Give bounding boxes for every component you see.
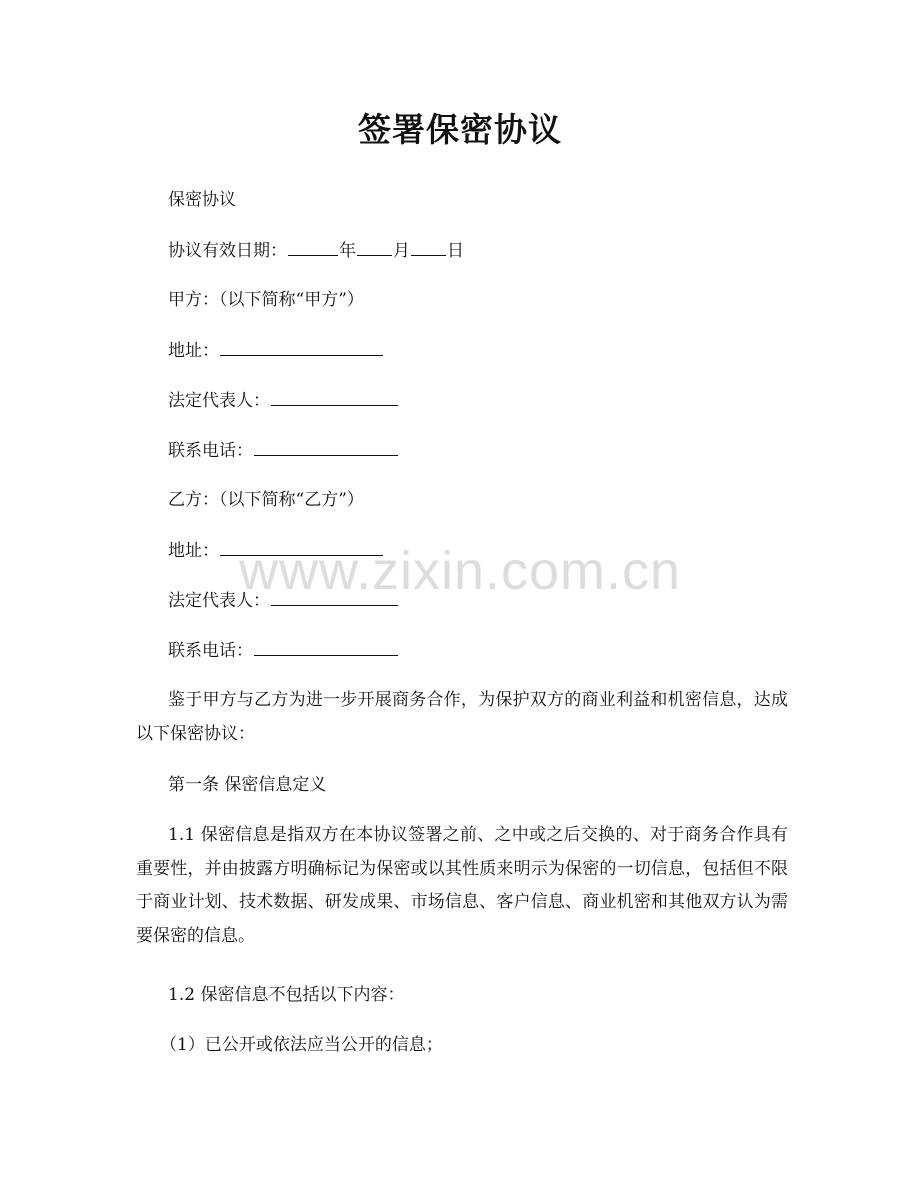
party-b-legal-rep-blank — [271, 588, 398, 606]
party-b-legal-rep-line — [168, 588, 399, 613]
party-b-legal-rep-label: 法定代表人： — [168, 591, 270, 611]
day-blank — [411, 238, 446, 256]
effective-date-line — [168, 238, 464, 263]
clause-1-2: 1.2 保密信息不包括以下内容： — [168, 985, 405, 1005]
exclusion-item-1: （1）已公开或依法应当公开的信息； — [160, 1035, 443, 1055]
watermark: www.zixin.com.cn — [238, 541, 682, 601]
party-a-address-blank — [220, 338, 383, 356]
clause-1-1: 1.1 保密信息是指双方在本协议签署之前、之中或之后交换的、对于商务合作具有重要性，并由披露方明确标记为保密或以其性质来明示为保密的一切信息，包括但不限于商业计划、技术数据、研发成果、市场信息、客户信息、商业机密和其他双方认为需要保密的信息。 — [136, 825, 788, 946]
month-blank — [357, 238, 392, 256]
party-b-address-blank — [220, 538, 383, 556]
party-b-address-label: 地址： — [168, 541, 219, 561]
party-a-legal-rep-blank — [271, 388, 398, 406]
party-b-phone-blank — [254, 638, 398, 656]
year-label: 年 — [339, 241, 356, 261]
party-a-phone-blank — [254, 438, 398, 456]
party-b-phone-line — [168, 638, 399, 663]
year-blank — [288, 238, 338, 256]
month-label: 月 — [393, 241, 410, 261]
article-1-heading: 第一条 保密信息定义 — [168, 775, 327, 795]
party-a-phone-label: 联系电话： — [168, 441, 253, 461]
party-a-address-label: 地址： — [168, 341, 219, 361]
party-a-legal-rep-line — [168, 388, 399, 413]
party-a-phone-line — [168, 438, 399, 463]
party-b-phone-label: 联系电话： — [168, 641, 253, 661]
day-label: 日 — [447, 241, 464, 261]
document-title: 签署保密协议 — [358, 110, 562, 149]
agreement-heading: 保密协议 — [168, 190, 236, 210]
party-a-line: 甲方：（以下简称“甲方”） — [168, 290, 364, 310]
effective-date-label: 协议有效日期： — [168, 241, 287, 261]
party-a-legal-rep-label: 法定代表人： — [168, 391, 270, 411]
party-b-line: 乙方：（以下简称“乙方”） — [168, 490, 364, 510]
party-b-address-line — [168, 538, 384, 563]
party-a-address-line — [168, 338, 384, 363]
intro-paragraph: 鉴于甲方与乙方为进一步开展商务合作，为保护双方的商业利益和机密信息，达成以下保密协议： — [136, 690, 788, 744]
